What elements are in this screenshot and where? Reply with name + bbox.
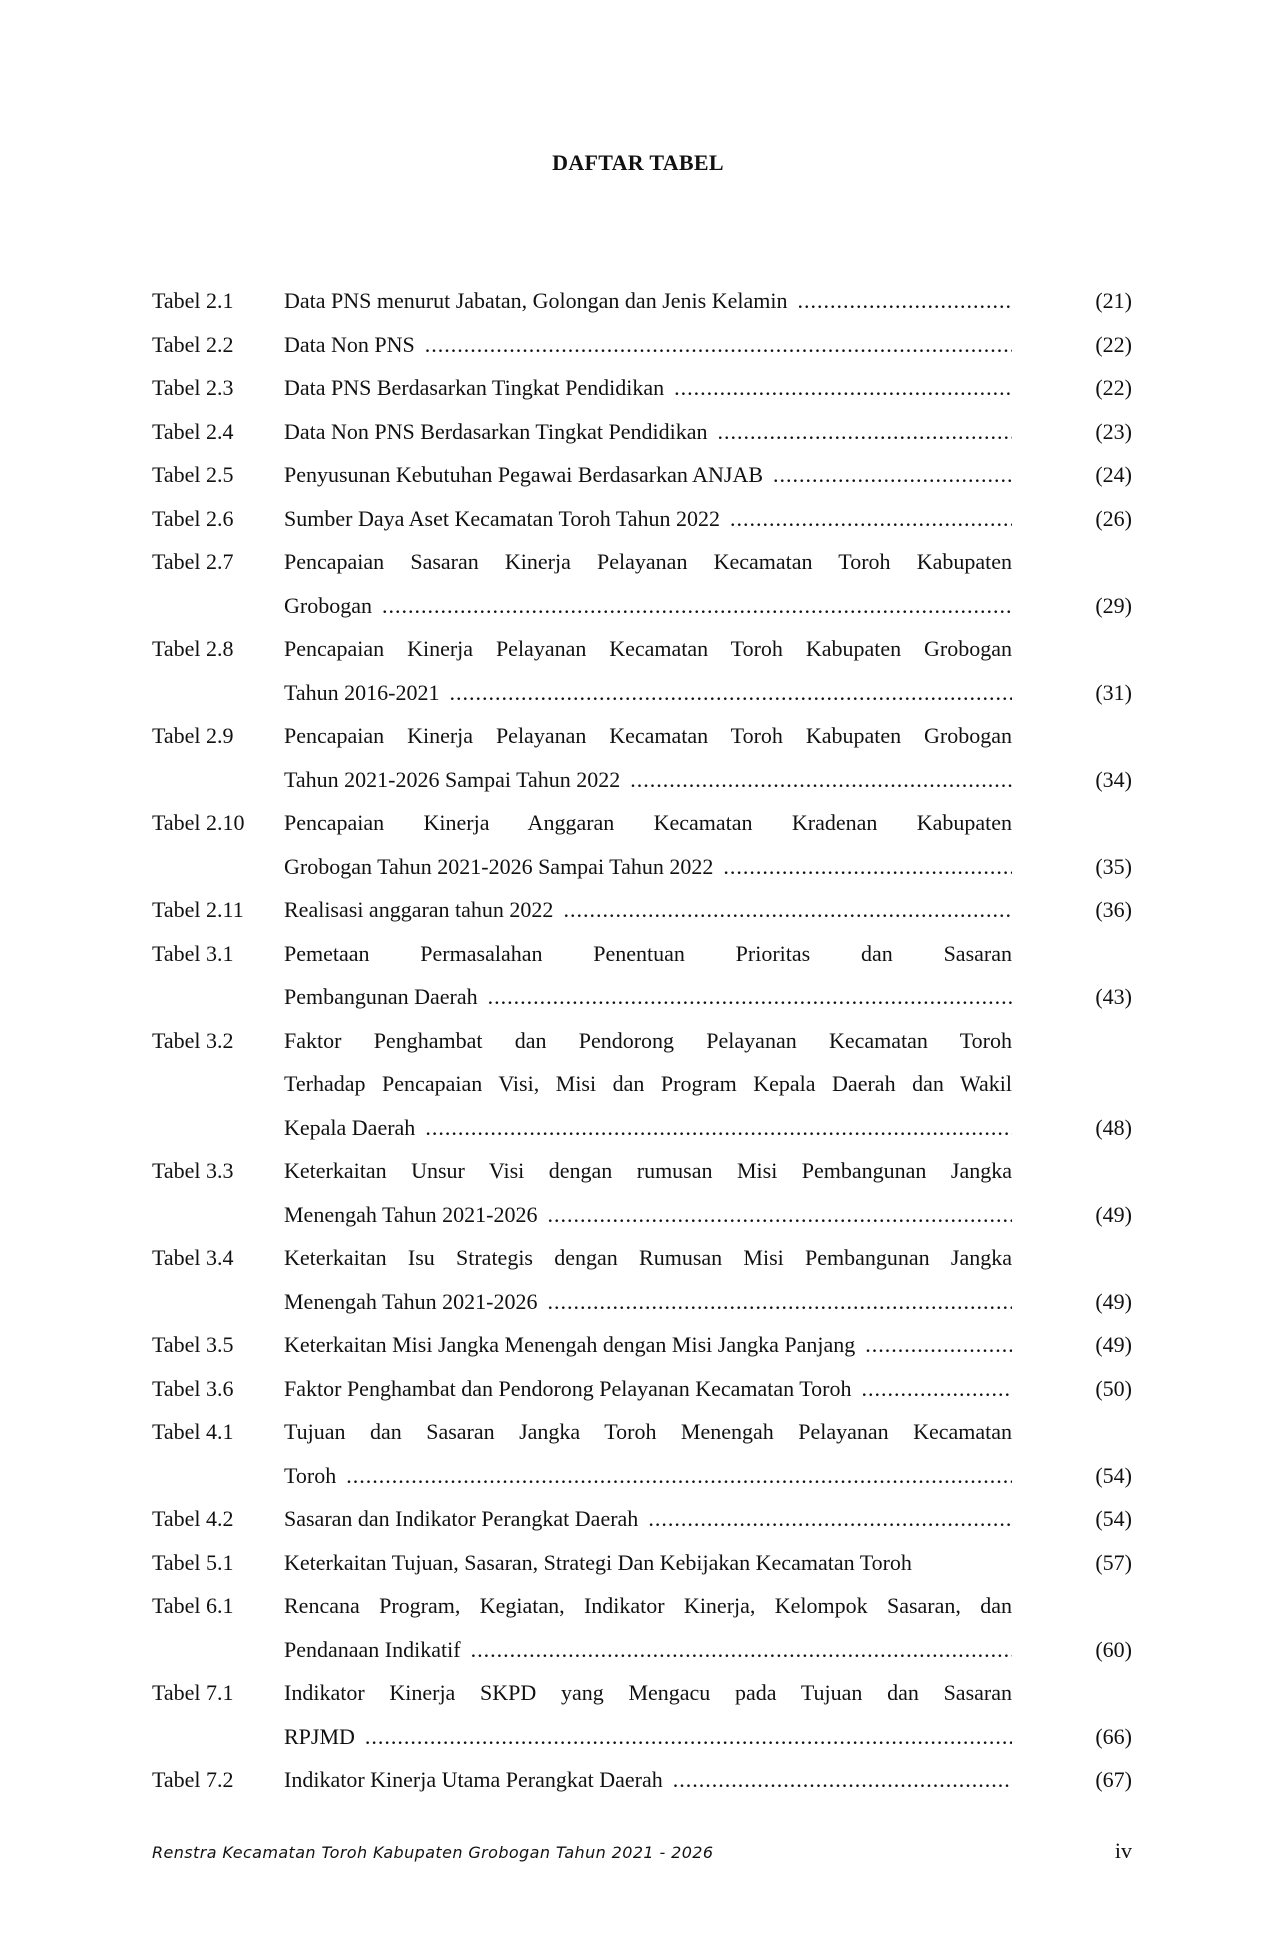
dot-leader [674, 366, 1012, 410]
table-number: Tabel 5.1 [152, 1549, 234, 1575]
table-number: Tabel 2.7 [152, 549, 234, 574]
toc-entry [152, 410, 1132, 454]
table-number: Tabel 3.4 [152, 1245, 234, 1270]
caption-text: Tahun 2016-2021 [284, 679, 440, 705]
table-caption [284, 323, 1012, 367]
dot-leader [471, 1628, 1012, 1672]
table-caption [284, 366, 1012, 410]
caption-line [284, 1149, 1012, 1193]
caption-line [284, 1410, 1012, 1454]
caption-text: Indikator Kinerja Utama Perangkat Daerah [284, 1767, 663, 1792]
table-caption [284, 453, 1012, 497]
caption-text: Pemetaan Permasalahan Penentuan Prioritas dan Sasaran [284, 940, 1012, 966]
caption-text: Indikator Kinerja SKPD yang Mengacu pada Tujuan dan Sasaran [284, 1680, 1012, 1705]
table-caption [284, 540, 1012, 627]
toc-entry [152, 1671, 1132, 1758]
table-number: Tabel 2.6 [152, 505, 234, 531]
caption-text: Realisasi anggaran tahun 2022 [284, 897, 554, 922]
dot-leader [773, 453, 1012, 497]
caption-line [284, 1280, 1012, 1324]
caption-text: Terhadap Pencapaian Visi, Misi dan Program Kepala Daerah dan Wakil [284, 1071, 1012, 1096]
page-title: DAFTAR TABEL [552, 150, 724, 175]
dot-leader [547, 1280, 1012, 1324]
caption-line [284, 453, 1012, 497]
caption-line [284, 1758, 1012, 1802]
table-number: Tabel 2.2 [152, 331, 234, 357]
table-caption [284, 801, 1012, 888]
table-caption [284, 1410, 1012, 1497]
caption-text: Toroh [284, 1462, 337, 1488]
caption-line [284, 1062, 1012, 1106]
page-number: (67) [1095, 1767, 1132, 1792]
table-number: Tabel 2.3 [152, 375, 234, 400]
toc-entry [152, 323, 1132, 367]
caption-line [284, 888, 1012, 932]
caption-line [284, 1193, 1012, 1237]
caption-line [284, 1106, 1012, 1150]
footer-text: Renstra Kecamatan Toroh Kabupaten Grobogan Tahun 2021 - 2026 [152, 1843, 714, 1862]
caption-text: Menengah Tahun 2021-2026 [284, 1288, 538, 1314]
table-caption [284, 1541, 1012, 1585]
caption-text: Penyusunan Kebutuhan Pegawai Berdasarkan ANJAB [284, 462, 764, 487]
caption-line [284, 1584, 1012, 1628]
caption-text: Pencapaian Kinerja Pelayanan Kecamatan Toroh Kabupaten Grobogan [284, 636, 1012, 661]
table-caption [284, 714, 1012, 801]
toc-entry [152, 1497, 1132, 1541]
table-number: Tabel 3.3 [152, 1158, 234, 1183]
caption-text: Keterkaitan Tujuan, Sasaran, Strategi Dan Kebijakan Kecamatan Toroh [284, 1549, 912, 1575]
toc-entry [152, 1236, 1132, 1323]
caption-line [284, 584, 1012, 628]
page-number: (43) [1095, 984, 1132, 1009]
page-number: (49) [1095, 1201, 1132, 1227]
caption-text: Sumber Daya Aset Kecamatan Toroh Tahun 2022 [284, 505, 721, 531]
caption-text: Data PNS menurut Jabatan, Golongan dan Jenis Kelamin [284, 288, 788, 313]
caption-text: Keterkaitan Unsur Visi dengan rumusan Misi Pembangunan Jangka [284, 1158, 1012, 1183]
page-number: (36) [1095, 897, 1132, 922]
toc-entry [152, 1149, 1132, 1236]
caption-text: Pencapaian Sasaran Kinerja Pelayanan Kecamatan Toroh Kabupaten [284, 549, 1012, 574]
caption-line [284, 845, 1012, 889]
caption-text: Faktor Penghambat dan Pendorong Pelayanan Kecamatan Toroh [284, 1375, 852, 1401]
caption-line [284, 627, 1012, 671]
dot-leader [547, 1193, 1012, 1237]
dot-leader [450, 671, 1013, 715]
table-caption [284, 1584, 1012, 1671]
toc-entry [152, 1019, 1132, 1150]
table-number: Tabel 2.8 [152, 636, 234, 661]
dot-leader [717, 410, 1012, 454]
caption-text: Pencapaian Kinerja Pelayanan Kecamatan Toroh Kabupaten Grobogan [284, 723, 1012, 748]
toc-entry [152, 366, 1132, 410]
table-number: Tabel 3.1 [152, 940, 234, 966]
table-caption [284, 1671, 1012, 1758]
caption-text: Data PNS Berdasarkan Tingkat Pendidikan [284, 375, 665, 400]
table-number: Tabel 4.1 [152, 1419, 234, 1444]
dot-leader [382, 584, 1012, 628]
caption-line [284, 1236, 1012, 1280]
caption-line [284, 801, 1012, 845]
table-number: Tabel 2.5 [152, 462, 234, 487]
caption-line [284, 540, 1012, 584]
table-caption [284, 1367, 1012, 1411]
table-number: Tabel 4.2 [152, 1506, 234, 1531]
caption-line [284, 975, 1012, 1019]
caption-text: Kepala Daerah [284, 1114, 416, 1140]
page-number: (57) [1095, 1549, 1132, 1575]
toc-entry [152, 540, 1132, 627]
caption-line [284, 671, 1012, 715]
caption-line [284, 758, 1012, 802]
table-caption [284, 1497, 1012, 1541]
page-number: (49) [1095, 1288, 1132, 1314]
page-number: (34) [1095, 766, 1132, 792]
page-number: (29) [1095, 592, 1132, 618]
dot-leader [797, 279, 1012, 323]
dot-leader [630, 758, 1012, 802]
caption-text: Pendanaan Indikatif [284, 1636, 461, 1662]
toc-entry [152, 453, 1132, 497]
caption-text: Rencana Program, Kegiatan, Indikator Kinerja, Kelompok Sasaran, dan [284, 1593, 1012, 1618]
page-footer [152, 1838, 1132, 1864]
table-list [152, 279, 1132, 1802]
dot-leader [673, 1758, 1012, 1802]
dot-leader [425, 323, 1012, 367]
page-number: (24) [1095, 462, 1132, 487]
page-number: (22) [1095, 375, 1132, 400]
page-number: (49) [1095, 1332, 1132, 1357]
toc-entry [152, 279, 1132, 323]
page-number: (48) [1095, 1114, 1132, 1140]
table-number: Tabel 6.1 [152, 1593, 234, 1618]
page-number: (23) [1095, 418, 1132, 444]
table-number: Tabel 2.11 [152, 897, 244, 922]
table-number: Tabel 7.2 [152, 1767, 234, 1792]
dot-leader [648, 1497, 1012, 1541]
table-number: Tabel 3.6 [152, 1375, 234, 1401]
table-number: Tabel 7.1 [152, 1680, 234, 1705]
toc-entry [152, 888, 1132, 932]
toc-entry [152, 1541, 1132, 1585]
table-caption [284, 1323, 1012, 1367]
caption-line [284, 1019, 1012, 1063]
table-caption [284, 1758, 1012, 1802]
caption-text: Sasaran dan Indikator Perangkat Daerah [284, 1506, 639, 1531]
toc-entry [152, 1410, 1132, 1497]
footer-page-number: iv [1114, 1838, 1132, 1863]
caption-text: Pembangunan Daerah [284, 984, 478, 1009]
table-caption [284, 1149, 1012, 1236]
caption-line [284, 714, 1012, 758]
caption-text: RPJMD [284, 1723, 355, 1749]
table-caption [284, 888, 1012, 932]
caption-line [284, 1323, 1012, 1367]
caption-text: Tujuan dan Sasaran Jangka Toroh Menengah Pelayanan Kecamatan [284, 1419, 1012, 1444]
page-number: (26) [1095, 505, 1132, 531]
toc-entry [152, 932, 1132, 1019]
toc-entry [152, 1367, 1132, 1411]
page-number: (54) [1095, 1462, 1132, 1488]
table-caption [284, 932, 1012, 1019]
table-caption [284, 1019, 1012, 1150]
caption-line [284, 279, 1012, 323]
table-caption [284, 1236, 1012, 1323]
toc-entry [152, 1323, 1132, 1367]
table-caption [284, 410, 1012, 454]
caption-line [284, 1715, 1012, 1759]
toc-entry [152, 1758, 1132, 1802]
caption-line [284, 1367, 1012, 1411]
table-number: Tabel 2.9 [152, 723, 234, 748]
page-number: (35) [1095, 853, 1132, 879]
dot-leader [425, 1106, 1012, 1150]
table-caption [284, 627, 1012, 714]
page-number: (21) [1095, 288, 1132, 313]
dot-leader [365, 1715, 1012, 1759]
caption-line [284, 323, 1012, 367]
page-number: (31) [1095, 679, 1132, 705]
caption-text: Tahun 2021-2026 Sampai Tahun 2022 [284, 766, 621, 792]
table-number: Tabel 3.5 [152, 1332, 234, 1357]
table-caption [284, 279, 1012, 323]
caption-line [284, 932, 1012, 976]
dot-leader [723, 845, 1012, 889]
page-number: (50) [1095, 1375, 1132, 1401]
caption-text: Pencapaian Kinerja Anggaran Kecamatan Kradenan Kabupaten [284, 810, 1012, 835]
caption-line [284, 1454, 1012, 1498]
dot-leader [488, 975, 1012, 1019]
caption-line [284, 366, 1012, 410]
caption-text: Data Non PNS [284, 331, 415, 357]
dot-leader [346, 1454, 1012, 1498]
caption-text: Keterkaitan Isu Strategis dengan Rumusan Misi Pembangunan Jangka [284, 1245, 1012, 1270]
caption-text: Keterkaitan Misi Jangka Menengah dengan Misi Jangka Panjang [284, 1332, 856, 1357]
caption-text: Grobogan [284, 592, 372, 618]
page-number: (66) [1095, 1723, 1132, 1749]
dot-leader [865, 1323, 1012, 1367]
dot-leader [563, 888, 1012, 932]
dot-leader [861, 1367, 1012, 1411]
table-number: Tabel 2.1 [152, 288, 234, 313]
caption-line [284, 1671, 1012, 1715]
table-caption [284, 497, 1012, 541]
caption-text: Faktor Penghambat dan Pendorong Pelayanan Kecamatan Toroh [284, 1027, 1012, 1053]
table-number: Tabel 2.10 [152, 810, 245, 835]
table-number: Tabel 2.4 [152, 418, 234, 444]
caption-line [284, 1541, 1012, 1585]
toc-entry [152, 1584, 1132, 1671]
caption-text: Menengah Tahun 2021-2026 [284, 1201, 538, 1227]
toc-entry [152, 714, 1132, 801]
page-number: (54) [1095, 1506, 1132, 1531]
caption-line [284, 497, 1012, 541]
toc-entry [152, 497, 1132, 541]
caption-line [284, 1628, 1012, 1672]
caption-text: Grobogan Tahun 2021-2026 Sampai Tahun 2022 [284, 853, 714, 879]
table-number: Tabel 3.2 [152, 1027, 234, 1053]
caption-text: Data Non PNS Berdasarkan Tingkat Pendidikan [284, 418, 708, 444]
toc-entry [152, 801, 1132, 888]
caption-line [284, 410, 1012, 454]
toc-entry [152, 627, 1132, 714]
caption-line [284, 1497, 1012, 1541]
dot-leader [730, 497, 1012, 541]
page-number: (60) [1095, 1636, 1132, 1662]
page-number: (22) [1095, 331, 1132, 357]
